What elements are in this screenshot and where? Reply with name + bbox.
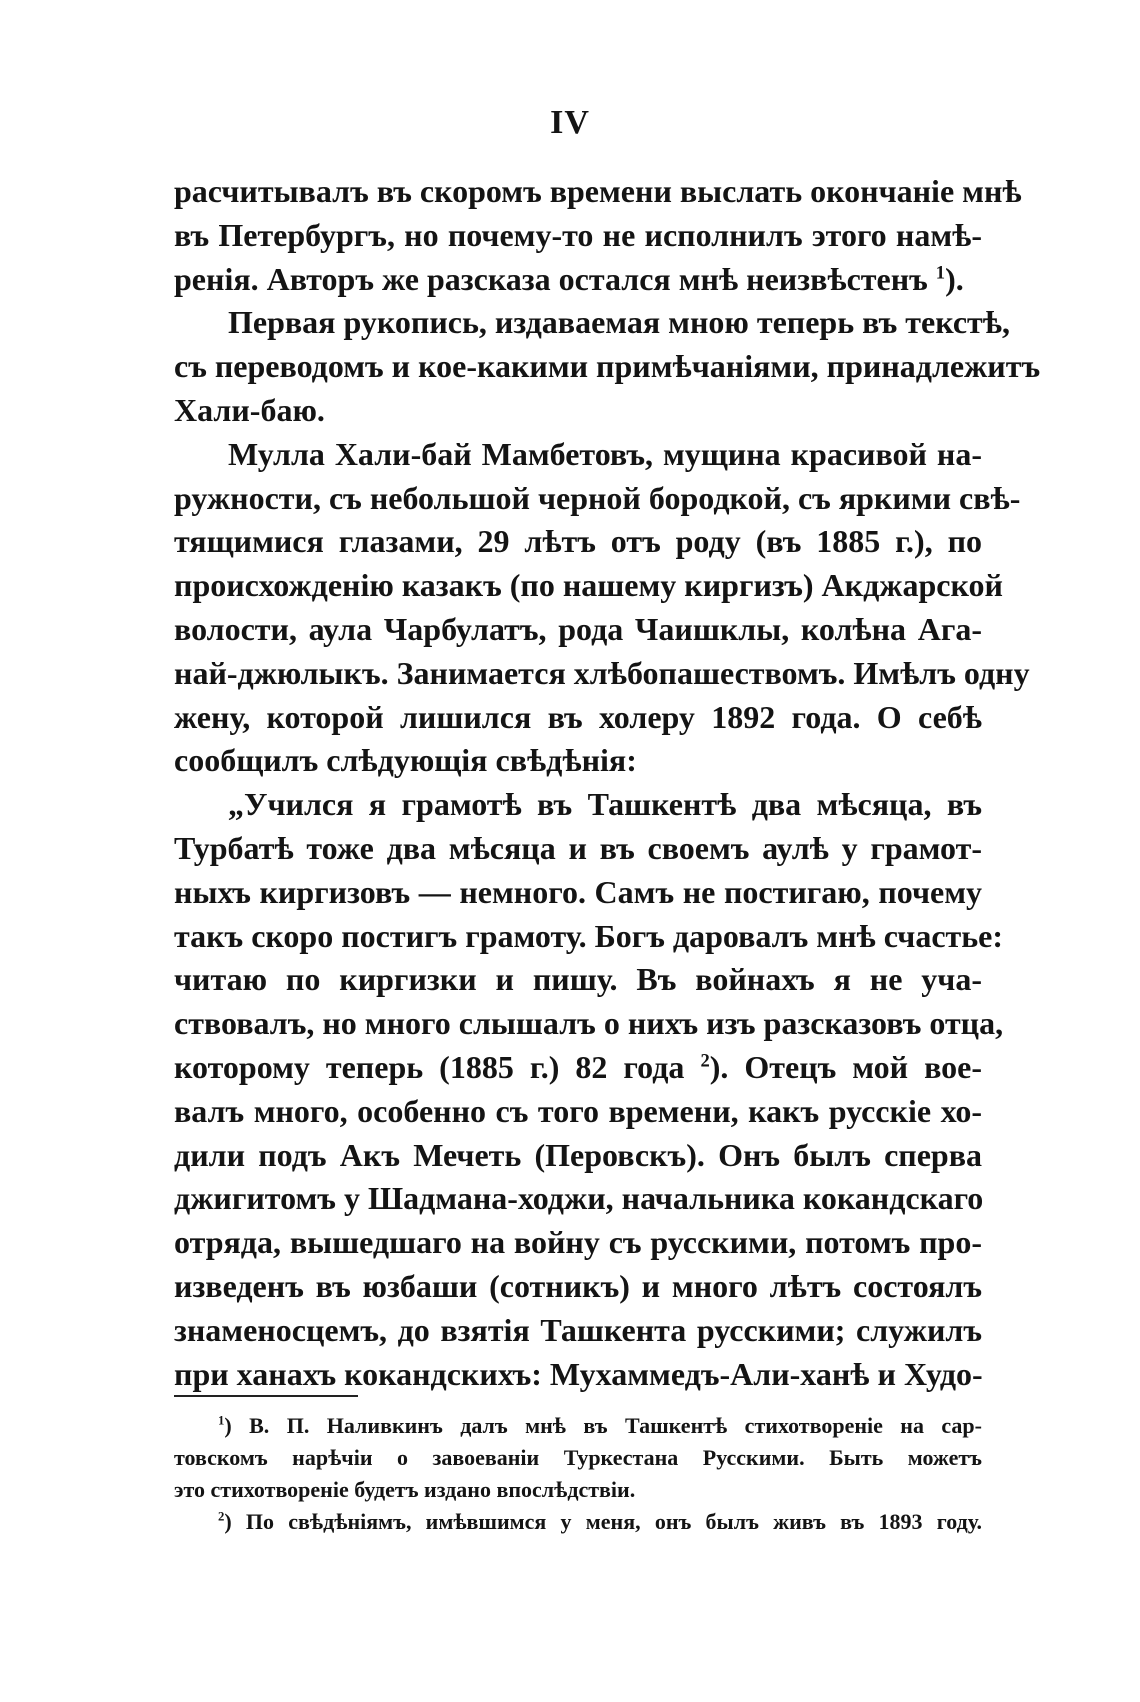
footnote-text: ) По свѣдѣніямъ, имѣвшимся у меня, онъ былъ живъ въ 1893 году. xyxy=(224,1509,982,1534)
text-line xyxy=(174,1046,982,1090)
main-text xyxy=(174,170,1041,1396)
footnote-mark: 2 xyxy=(218,1509,225,1524)
text-span: ). Отецъ мой вое- xyxy=(709,1048,983,1085)
text-line: такъ скоро постигъ грамоту. Богъ даровалъ мнѣ счастье: xyxy=(174,917,1004,954)
text-line: тящимися глазами, 29 лѣтъ отъ роду (въ 1885 г.), по xyxy=(174,523,982,560)
text-line: читаю по киргизки и пишу. Въ войнахъ я не уча- xyxy=(174,961,982,998)
text-line: ружности, съ небольшой черной бородкой, съ яркими свѣ- xyxy=(174,479,1021,516)
text-line: волости, аула Чарбулатъ, рода Чаишклы, колѣна Ага- xyxy=(174,610,982,647)
text-line: дили подъ Акъ Мечеть (Перовскъ). Онъ былъ сперва xyxy=(174,1136,982,1173)
footnote-mark: 1 xyxy=(218,1413,225,1428)
footnote-2 xyxy=(174,1506,982,1538)
text-line: Турбатѣ тоже два мѣсяца и въ своемъ аулѣ у грамот- xyxy=(174,829,982,866)
text-span: которому теперь (1885 г.) 82 года xyxy=(174,1048,685,1085)
footnote-divider xyxy=(174,1395,358,1397)
text-line: Первая рукопись, издаваемая мною теперь въ текстѣ, xyxy=(228,304,1010,341)
text-line: Хали-баю. xyxy=(174,391,325,428)
text-line: происхожденію казакъ (по нашему киргизъ) Акджарской xyxy=(174,567,1003,604)
footnote-ref-1: 1 xyxy=(935,261,946,283)
text-line: въ Петербургъ, но почему-то не исполнилъ этого намѣ- xyxy=(174,216,982,253)
footnote-line: это стихотвореніе будетъ издано впослѣдствіи. xyxy=(174,1477,636,1502)
text-line: сообщилъ слѣдующія свѣдѣнія: xyxy=(174,742,637,779)
text-line: расчитывалъ въ скоромъ времени выслать окончаніе мнѣ xyxy=(174,173,1022,209)
text-line: „Учился я грамотѣ въ Ташкентѣ два мѣсяца, въ xyxy=(228,786,982,823)
text-line: съ переводомъ и кое-какими примѣчаніями, принадлежитъ xyxy=(174,348,1041,385)
text-line: изведенъ въ юзбаши (сотникъ) и много лѣтъ состоялъ xyxy=(174,1267,982,1304)
footnotes xyxy=(174,1410,982,1538)
text-line: жену, которой лишился въ холеру 1892 года. О себѣ xyxy=(174,698,982,735)
text-line: при ханахъ кокандскихъ: Мухаммедъ-Али-ханѣ и Худо- xyxy=(174,1355,983,1392)
footnote-1 xyxy=(174,1410,982,1442)
text-line: Мулла Хали-бай Мамбетовъ, мущина красивой на- xyxy=(228,435,982,472)
text-line: ствовалъ, но много слышалъ о нихъ изъ разсказовъ отца, xyxy=(174,1005,1004,1042)
text-line: знаменосцемъ, до взятія Ташкента русскими; служилъ xyxy=(174,1311,982,1348)
text-span: ). xyxy=(945,260,964,297)
text-line: най-джюлыкъ. Занимается хлѣбопашествомъ. Имѣлъ одну xyxy=(174,654,1030,691)
page-number: IV xyxy=(550,104,590,141)
text-line: валъ много, особенно съ того времени, какъ русскіе хо- xyxy=(174,1092,982,1129)
text-span: ренія. Авторъ же разсказа остался мнѣ неизвѣстенъ xyxy=(174,260,928,297)
footnote-line: товскомъ нарѣчіи о завоеваніи Туркестана Русскими. Быть можетъ xyxy=(174,1445,982,1470)
text-line: ныхъ киргизовъ — немного. Самъ не постигаю, почему xyxy=(174,873,982,910)
text-line xyxy=(174,258,982,302)
text-line: джигитомъ у Шадмана-ходжи, начальника кокандскаго xyxy=(174,1180,984,1217)
footnote-ref-2: 2 xyxy=(700,1050,710,1072)
footnote-text: ) В. П. Наливкинъ далъ мнѣ въ Ташкентѣ стихотвореніе на сар- xyxy=(224,1413,982,1438)
text-line: отряда, вышедшаго на войну съ русскими, потомъ про- xyxy=(174,1224,982,1261)
